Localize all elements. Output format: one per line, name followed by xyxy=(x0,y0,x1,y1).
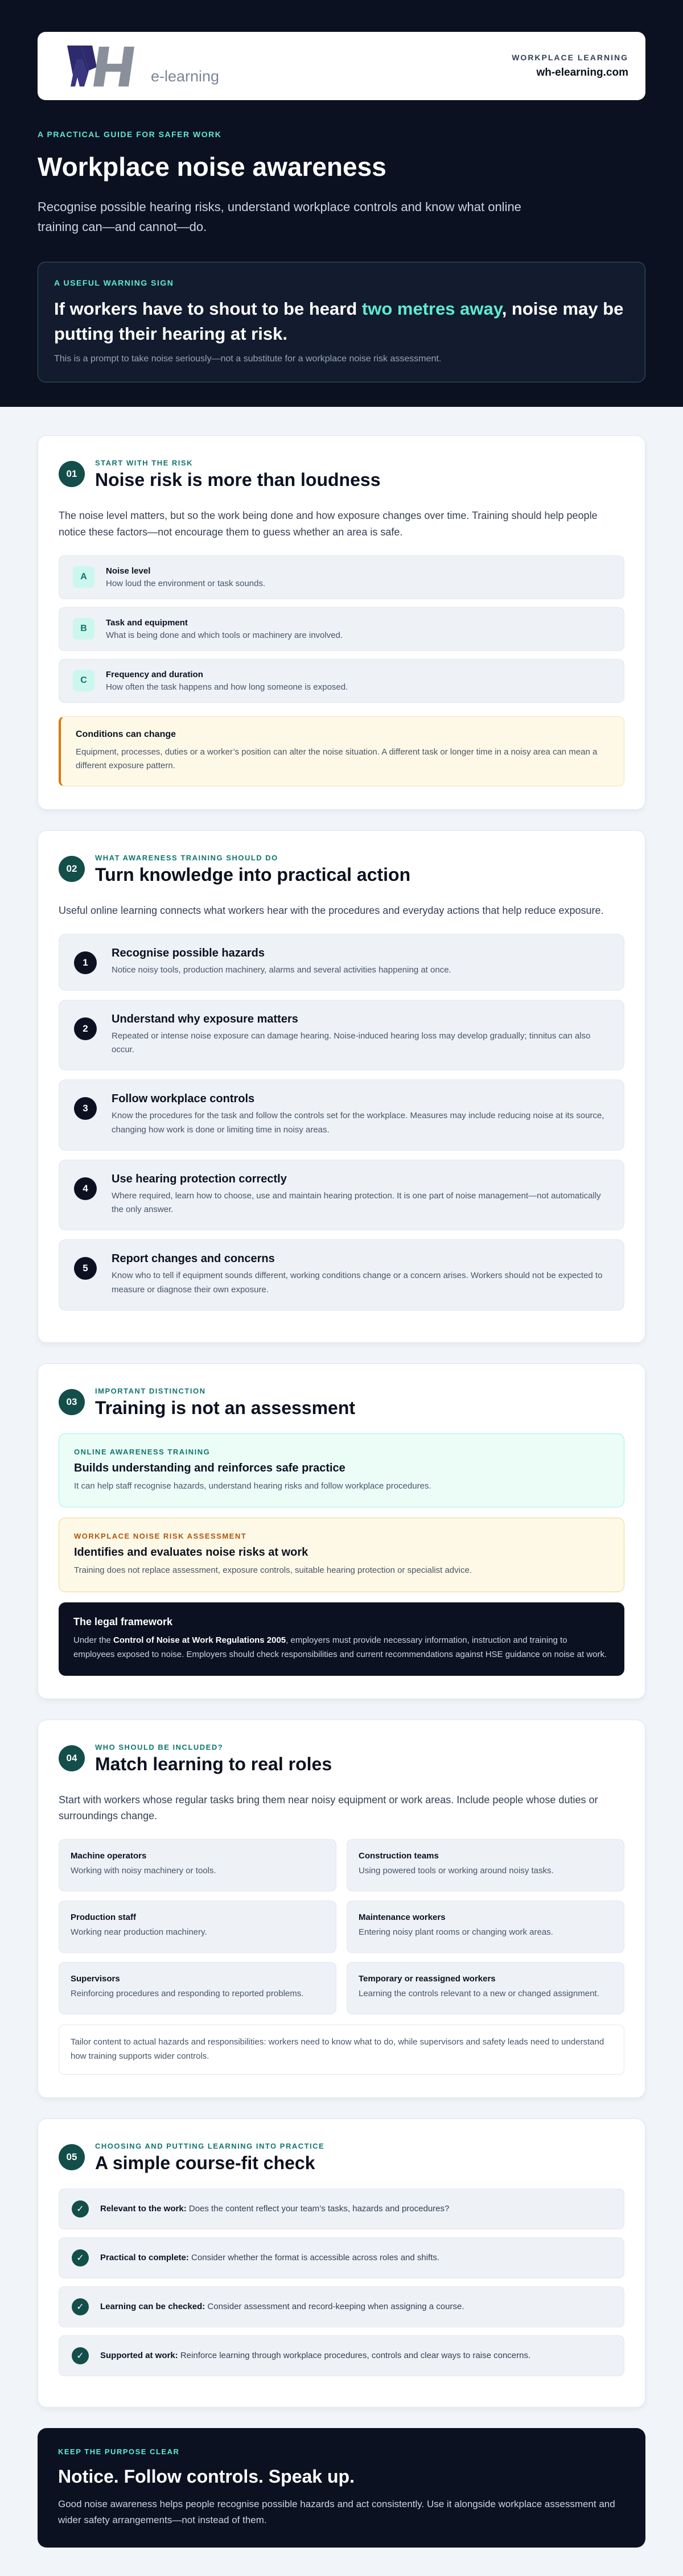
checklist-item xyxy=(59,2286,624,2327)
check-text xyxy=(100,2253,439,2262)
role-card xyxy=(59,1962,336,2014)
role-card xyxy=(59,1901,336,1953)
hero-subtitle: Recognise possible hearing risks, understand workplace controls and know what online training can—and cannot—do. xyxy=(38,200,521,234)
section-intro: Start with workers whose regular tasks bring them near noisy equipment or work areas. Include people whose duties or surroundings change. xyxy=(59,1794,598,1822)
check-label: Relevant to the work: xyxy=(100,2204,187,2214)
note-body: Equipment, processes, duties or a worker’s position can alter the noise situation. A different task or longer time in a noisy area can mean a different exposure pattern. xyxy=(76,747,598,771)
box-title: Builds understanding and reinforces safe practice xyxy=(74,1461,345,1474)
section-title: Training is not an assessment xyxy=(95,1397,356,1418)
section-heading xyxy=(95,2142,324,2174)
risk-factor-text xyxy=(106,618,343,640)
step-number: 2 xyxy=(74,1017,97,1040)
step-title: Understand why exposure matters xyxy=(112,1012,298,1025)
section-kicker: WHAT AWARENESS TRAINING SHOULD DO xyxy=(95,854,278,863)
section-title: Match learning to real roles xyxy=(95,1753,332,1774)
top-bar xyxy=(38,32,645,100)
step-title: Recognise possible hazards xyxy=(112,946,265,959)
step-text xyxy=(112,1093,609,1137)
checklist-item xyxy=(59,2335,624,2376)
step-number: 1 xyxy=(74,951,97,974)
check-detail: Consider whether the format is accessible across roles and shifts. xyxy=(188,2253,440,2263)
section-training-vs-assessment xyxy=(38,1363,645,1699)
main-content xyxy=(0,407,683,2548)
check-detail: Consider assessment and record-keeping when assigning a course. xyxy=(205,2302,464,2312)
section-intro: The noise level matters, but so the work being done and how exposure changes over time. Training should help people notice these factors—not encourage them to guess whether an area is safe. xyxy=(59,510,598,538)
step-desc: Notice noisy tools, production machinery, alarms and several activities happening at once. xyxy=(112,965,451,975)
risk-factor-title: Task and equipment xyxy=(106,617,188,628)
warning-text-before: If workers have to shout to be heard xyxy=(54,299,362,319)
warning-note: This is a prompt to take noise seriously—not a substitute for a workplace noise risk assessment. xyxy=(54,354,442,364)
checklist-item xyxy=(59,2188,624,2229)
section-title: Noise risk is more than loudness xyxy=(95,469,381,490)
role-title: Maintenance workers xyxy=(359,1913,446,1923)
risk-factor-item xyxy=(59,659,624,703)
step-item xyxy=(59,934,624,991)
role-card xyxy=(59,1839,336,1891)
section-header xyxy=(59,1743,624,1775)
section-title: A simple course-fit check xyxy=(95,2152,315,2173)
hero-kicker: A PRACTICAL GUIDE FOR SAFER WORK xyxy=(38,130,222,139)
section-heading xyxy=(95,854,410,885)
section-kicker: START WITH THE RISK xyxy=(95,459,193,467)
step-text xyxy=(112,1013,609,1058)
online-training-box xyxy=(59,1433,624,1508)
closing-banner xyxy=(38,2428,645,2548)
role-desc: Learning the controls relevant to a new or changed assignment. xyxy=(359,1989,599,1999)
box-title: Identifies and evaluates noise risks at work xyxy=(74,1546,308,1559)
step-title: Report changes and concerns xyxy=(112,1252,275,1266)
step-list xyxy=(59,934,624,1310)
role-title: Temporary or reassigned workers xyxy=(359,1974,496,1984)
section-kicker: CHOOSING AND PUTTING LEARNING INTO PRACTICE xyxy=(95,2141,325,2150)
tailor-note: Tailor content to actual hazards and responsibilities: workers need to know what to do, while supervisors and safety leads need to understand how training supports wider controls. xyxy=(59,2025,624,2075)
closing-body: Good noise awareness helps people recognise possible hazards and act consistently. Use it alongside workplace assessment and wider safety arrangements—not instead of them. xyxy=(58,2498,615,2525)
check-detail: Does the content reflect your team’s tasks, hazards and procedures? xyxy=(186,2204,450,2214)
header-domain-link[interactable]: wh-elearning.com xyxy=(536,67,628,79)
section-header xyxy=(59,2142,624,2174)
legal-text-after: , employers must provide necessary information, instruction and training to employees exposed to noise. Employers should check responsibilities and current recommendations against HSE guidance on noise at work. xyxy=(73,1635,607,1659)
check-text xyxy=(100,2351,530,2360)
step-number: 4 xyxy=(74,1177,97,1200)
step-desc: Know the procedures for the task and follow the controls set for the workplace. Measures may include reducing noise at its source, changing how work is done or limiting time in noisy areas. xyxy=(112,1111,604,1135)
step-title: Follow workplace controls xyxy=(112,1093,255,1106)
section-kicker: IMPORTANT DISTINCTION xyxy=(95,1386,206,1395)
role-title: Supervisors xyxy=(71,1974,120,1984)
warning-highlight: two metres away xyxy=(361,299,502,319)
risk-factor-item xyxy=(59,607,624,651)
check-label: Supported at work: xyxy=(100,2351,178,2361)
role-desc: Working near production machinery. xyxy=(71,1927,207,1938)
warning-callout xyxy=(38,262,645,382)
section-number-badge: 04 xyxy=(59,1745,85,1771)
role-desc: Using powered tools or working around noisy tasks. xyxy=(359,1866,554,1876)
section-heading xyxy=(95,1743,332,1775)
note-title: Conditions can change xyxy=(76,729,176,739)
check-text xyxy=(100,2204,449,2214)
section-heading xyxy=(95,1387,355,1419)
check-icon: ✓ xyxy=(72,2200,89,2218)
section-title: Turn knowledge into practical action xyxy=(95,864,411,885)
letter-badge: A xyxy=(73,566,94,588)
role-title: Production staff xyxy=(71,1913,136,1923)
step-text xyxy=(112,947,451,978)
role-desc: Working with noisy machinery or tools. xyxy=(71,1866,216,1876)
legal-text-before: Under the xyxy=(73,1635,114,1646)
check-label: Practical to complete: xyxy=(100,2253,189,2263)
warning-text xyxy=(54,296,629,346)
section-number-badge: 01 xyxy=(59,461,85,487)
role-card xyxy=(347,1901,624,1953)
check-icon: ✓ xyxy=(72,2298,89,2315)
step-item xyxy=(59,1239,624,1310)
section-header xyxy=(59,854,624,885)
section-heading xyxy=(95,459,380,491)
risk-factor-desc: How often the task happens and how long someone is exposed. xyxy=(106,682,348,692)
letter-badge: C xyxy=(73,670,94,691)
step-item xyxy=(59,1079,624,1151)
step-number: 5 xyxy=(74,1257,97,1280)
section-header xyxy=(59,1387,624,1419)
box-kicker: ONLINE AWARENESS TRAINING xyxy=(74,1447,211,1456)
legal-framework-box xyxy=(59,1602,624,1676)
closing-title: Notice. Follow controls. Speak up. xyxy=(58,2466,355,2487)
letter-badge: B xyxy=(73,618,94,640)
check-icon: ✓ xyxy=(72,2347,89,2364)
step-title: Use hearing protection correctly xyxy=(112,1172,287,1185)
role-title: Machine operators xyxy=(71,1851,147,1861)
warning-text-after: , noise may be putting their hearing at risk. xyxy=(54,299,624,344)
step-item xyxy=(59,1000,624,1071)
box-body xyxy=(73,1634,610,1662)
section-noise-risk xyxy=(38,435,645,810)
check-label: Learning can be checked: xyxy=(100,2302,205,2312)
box-body: It can help staff recognise hazards, understand hearing risks and follow workplace procedures. xyxy=(74,1481,431,1491)
risk-factor-desc: What is being done and which tools or machinery are involved. xyxy=(106,630,343,640)
closing-kicker: KEEP THE PURPOSE CLEAR xyxy=(58,2447,180,2456)
hero xyxy=(0,0,683,407)
risk-factor-item xyxy=(59,555,624,599)
checklist-item xyxy=(59,2237,624,2278)
roles-grid xyxy=(59,1839,624,2014)
step-text xyxy=(112,1173,609,1218)
header-kicker: WORKPLACE LEARNING xyxy=(512,53,628,62)
step-text xyxy=(112,1252,609,1297)
risk-assessment-box xyxy=(59,1518,624,1592)
step-item xyxy=(59,1160,624,1231)
box-title: The legal framework xyxy=(73,1616,173,1628)
logo-text: e-learning xyxy=(151,68,220,85)
header-brand xyxy=(512,53,628,79)
conditions-note xyxy=(59,716,624,787)
role-card xyxy=(347,1839,624,1891)
check-text xyxy=(100,2302,464,2311)
box-kicker: WORKPLACE NOISE RISK ASSESSMENT xyxy=(74,1532,247,1541)
check-detail: Reinforce learning through workplace procedures, controls and clear ways to raise concerns. xyxy=(178,2351,531,2361)
check-icon: ✓ xyxy=(72,2249,89,2266)
role-card xyxy=(347,1962,624,2014)
section-intro: Useful online learning connects what workers hear with the procedures and everyday actions that help reduce exposure. xyxy=(59,905,604,917)
risk-factor-list xyxy=(59,555,624,703)
role-title: Construction teams xyxy=(359,1851,439,1861)
section-number-badge: 03 xyxy=(59,1389,85,1415)
page-title: Workplace noise awareness xyxy=(38,152,386,182)
risk-factor-text xyxy=(106,566,265,588)
section-course-fit xyxy=(38,2118,645,2408)
section-real-roles xyxy=(38,1720,645,2098)
box-body: Training does not replace assessment, exposure controls, suitable hearing protection or specialist advice. xyxy=(74,1565,472,1576)
section-kicker: WHO SHOULD BE INCLUDED? xyxy=(95,1742,224,1751)
regulation-name: Control of Noise at Work Regulations 2005 xyxy=(113,1635,286,1646)
step-desc: Know who to tell if equipment sounds different, working conditions change or a concern arises. Workers should not be expected to measure or diagnose their own exposure. xyxy=(112,1271,603,1295)
section-number-badge: 02 xyxy=(59,856,85,882)
risk-factor-desc: How loud the environment or task sounds. xyxy=(106,578,266,588)
step-number: 3 xyxy=(74,1097,97,1120)
risk-factor-text xyxy=(106,670,348,692)
role-desc: Reinforcing procedures and responding to reported problems. xyxy=(71,1989,304,1999)
section-number-badge: 05 xyxy=(59,2144,85,2170)
role-desc: Entering noisy plant rooms or changing work areas. xyxy=(359,1927,553,1938)
warning-kicker: A USEFUL WARNING SIGN xyxy=(54,278,174,288)
checklist xyxy=(59,2188,624,2376)
step-desc: Repeated or intense noise exposure can damage hearing. Noise-induced hearing loss may develop gradually; tinnitus can also occur. xyxy=(112,1031,591,1055)
wh-logo-icon xyxy=(55,43,149,89)
step-desc: Where required, learn how to choose, use and maintain hearing protection. It is one part of noise management—not automatically the only answer. xyxy=(112,1190,601,1215)
risk-factor-title: Frequency and duration xyxy=(106,669,203,679)
risk-factor-title: Noise level xyxy=(106,566,151,576)
section-header xyxy=(59,459,624,491)
logo[interactable] xyxy=(55,43,219,89)
section-practical-action xyxy=(38,830,645,1343)
